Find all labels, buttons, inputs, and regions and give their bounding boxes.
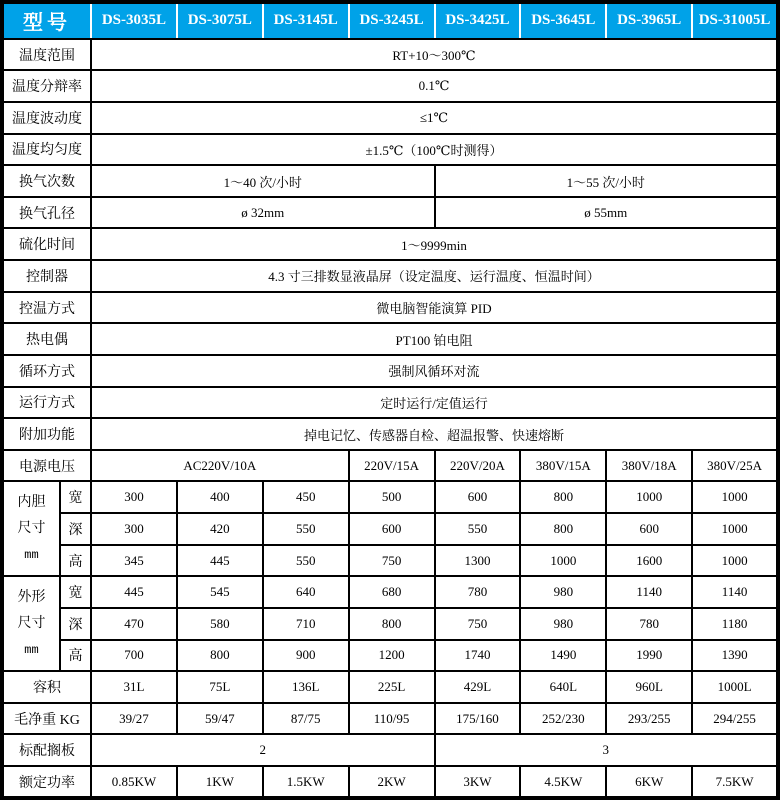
shelves-left-cell: 2 <box>91 734 435 766</box>
row-label: 电源电压 <box>2 450 91 482</box>
weight-cell: 294/255 <box>692 703 778 735</box>
inner-width-cell: 1000 <box>692 481 778 513</box>
row-temp-control-mode <box>2 292 778 324</box>
row-label: 温度分辩率 <box>2 70 91 102</box>
model-column-header: DS-3035L <box>91 2 177 39</box>
row-inner-size-height <box>2 545 778 577</box>
capacity-cell: 960L <box>606 671 692 703</box>
row-value: 微电脑智能演算 PID <box>91 292 778 324</box>
inner-depth-cell: 550 <box>435 513 521 545</box>
row-temp-resolution <box>2 70 778 102</box>
inner-depth-cell: 1000 <box>692 513 778 545</box>
outer-height-cell: 900 <box>263 640 349 672</box>
inner-depth-cell: 600 <box>349 513 435 545</box>
row-label: 温度均匀度 <box>2 134 91 166</box>
row-power-voltage <box>2 450 778 482</box>
row-circulation-mode <box>2 355 778 387</box>
model-column-header: DS-3645L <box>520 2 606 39</box>
inner-height-cell: 1600 <box>606 545 692 577</box>
row-value: 4.3 寸三排数显液晶屏（设定温度、运行温度、恒温时间） <box>91 260 778 292</box>
inner-depth-cell: 420 <box>177 513 263 545</box>
outer-size-label <box>2 576 60 671</box>
row-outer-size-depth <box>2 608 778 640</box>
row-label: 热电偶 <box>2 323 91 355</box>
inner-depth-cell: 550 <box>263 513 349 545</box>
weight-cell: 59/47 <box>177 703 263 735</box>
rated-power-cell: 2KW <box>349 766 435 798</box>
row-additional-functions <box>2 418 778 450</box>
inner-height-cell: 1300 <box>435 545 521 577</box>
capacity-cell: 31L <box>91 671 177 703</box>
dim-sub-label: 深 <box>60 608 91 640</box>
model-column-header: DS-3965L <box>606 2 692 39</box>
inner-depth-cell: 600 <box>606 513 692 545</box>
capacity-cell: 225L <box>349 671 435 703</box>
power-voltage-cell: 380V/15A <box>520 450 606 482</box>
outer-height-cell: 1390 <box>692 640 778 672</box>
row-label: 循环方式 <box>2 355 91 387</box>
outer-depth-cell: 780 <box>606 608 692 640</box>
row-label: 额定功率 <box>2 766 91 798</box>
outer-depth-cell: 800 <box>349 608 435 640</box>
outer-depth-cell: 1180 <box>692 608 778 640</box>
capacity-cell: 640L <box>520 671 606 703</box>
row-vulcanization-time <box>2 228 778 260</box>
row-rated-power <box>2 766 778 798</box>
row-value: 1～9999min <box>91 228 778 260</box>
inner-height-cell: 345 <box>91 545 177 577</box>
outer-height-cell: 1740 <box>435 640 521 672</box>
outer-width-cell: 545 <box>177 576 263 608</box>
outer-height-cell: 800 <box>177 640 263 672</box>
row-value: RT+10～300℃ <box>91 39 778 71</box>
rated-power-cell: 7.5KW <box>692 766 778 798</box>
outer-width-cell: 640 <box>263 576 349 608</box>
row-capacity <box>2 671 778 703</box>
outer-depth-cell: 470 <box>91 608 177 640</box>
row-label: 换气孔径 <box>2 197 91 229</box>
row-value-right: ø 55mm <box>435 197 779 229</box>
inner-size-label-line: 尺寸 <box>17 520 46 536</box>
outer-height-cell: 1490 <box>520 640 606 672</box>
inner-height-cell: 1000 <box>692 545 778 577</box>
row-value: 强制风循环对流 <box>91 355 778 387</box>
row-inner-size-width <box>2 481 778 513</box>
row-label: 附加功能 <box>2 418 91 450</box>
capacity-cell: 1000L <box>692 671 778 703</box>
outer-width-cell: 1140 <box>692 576 778 608</box>
row-value: 0.1℃ <box>91 70 778 102</box>
row-gross-net-weight <box>2 703 778 735</box>
inner-height-cell: 550 <box>263 545 349 577</box>
outer-depth-cell: 580 <box>177 608 263 640</box>
weight-cell: 175/160 <box>435 703 521 735</box>
row-temp-fluctuation <box>2 102 778 134</box>
row-temp-range <box>2 39 778 71</box>
outer-width-cell: 780 <box>435 576 521 608</box>
row-label: 毛净重 KG <box>2 703 91 735</box>
weight-cell: 252/230 <box>520 703 606 735</box>
outer-width-cell: 1140 <box>606 576 692 608</box>
outer-size-unit: mm <box>24 642 39 657</box>
row-value-right: 1～55 次/小时 <box>435 165 779 197</box>
outer-width-cell: 445 <box>91 576 177 608</box>
outer-height-cell: 1990 <box>606 640 692 672</box>
model-header-label: 型号 <box>2 2 91 39</box>
row-label: 运行方式 <box>2 387 91 419</box>
rated-power-cell: 0.85KW <box>91 766 177 798</box>
outer-size-label-line: 外形 <box>17 589 46 605</box>
rated-power-cell: 3KW <box>435 766 521 798</box>
dim-sub-label: 深 <box>60 513 91 545</box>
row-value: ≤1℃ <box>91 102 778 134</box>
row-inner-size-depth <box>2 513 778 545</box>
row-controller <box>2 260 778 292</box>
outer-depth-cell: 750 <box>435 608 521 640</box>
outer-width-cell: 680 <box>349 576 435 608</box>
row-outer-size-height <box>2 640 778 672</box>
row-thermocouple <box>2 323 778 355</box>
dim-sub-label: 宽 <box>60 481 91 513</box>
outer-height-cell: 1200 <box>349 640 435 672</box>
weight-cell: 293/255 <box>606 703 692 735</box>
inner-width-cell: 600 <box>435 481 521 513</box>
inner-width-cell: 300 <box>91 481 177 513</box>
rated-power-cell: 6KW <box>606 766 692 798</box>
rated-power-cell: 4.5KW <box>520 766 606 798</box>
capacity-cell: 75L <box>177 671 263 703</box>
outer-size-label-line: 尺寸 <box>17 615 46 631</box>
power-voltage-cell: AC220V/10A <box>91 450 349 482</box>
rated-power-cell: 1KW <box>177 766 263 798</box>
outer-height-cell: 700 <box>91 640 177 672</box>
capacity-cell: 429L <box>435 671 521 703</box>
inner-width-cell: 1000 <box>606 481 692 513</box>
row-label: 控制器 <box>2 260 91 292</box>
weight-cell: 39/27 <box>91 703 177 735</box>
model-column-header: DS-31005L <box>692 2 778 39</box>
dim-sub-label: 高 <box>60 640 91 672</box>
table-header-row <box>2 2 778 39</box>
row-label: 容积 <box>2 671 91 703</box>
model-column-header: DS-3425L <box>435 2 521 39</box>
row-operation-mode <box>2 387 778 419</box>
row-label: 标配搁板 <box>2 734 91 766</box>
weight-cell: 110/95 <box>349 703 435 735</box>
inner-width-cell: 400 <box>177 481 263 513</box>
inner-width-cell: 500 <box>349 481 435 513</box>
outer-width-cell: 980 <box>520 576 606 608</box>
rated-power-cell: 1.5KW <box>263 766 349 798</box>
inner-size-label <box>2 481 60 576</box>
dim-sub-label: 宽 <box>60 576 91 608</box>
row-temp-uniformity <box>2 134 778 166</box>
power-voltage-cell: 380V/25A <box>692 450 778 482</box>
capacity-cell: 136L <box>263 671 349 703</box>
inner-size-unit: mm <box>24 547 39 562</box>
inner-depth-cell: 800 <box>520 513 606 545</box>
row-label: 换气次数 <box>2 165 91 197</box>
row-value: 定时运行/定值运行 <box>91 387 778 419</box>
row-value: ±1.5℃（100℃时测得） <box>91 134 778 166</box>
inner-size-label-line: 内胆 <box>17 494 46 510</box>
inner-height-cell: 445 <box>177 545 263 577</box>
row-vent-hole-diameter <box>2 197 778 229</box>
weight-cell: 87/75 <box>263 703 349 735</box>
row-air-exchange-rate <box>2 165 778 197</box>
row-value-left: 1～40 次/小时 <box>91 165 435 197</box>
outer-depth-cell: 980 <box>520 608 606 640</box>
inner-width-cell: 800 <box>520 481 606 513</box>
row-label: 温度波动度 <box>2 102 91 134</box>
inner-depth-cell: 300 <box>91 513 177 545</box>
power-voltage-cell: 220V/15A <box>349 450 435 482</box>
model-column-header: DS-3245L <box>349 2 435 39</box>
model-column-header: DS-3145L <box>263 2 349 39</box>
model-column-header: DS-3075L <box>177 2 263 39</box>
inner-width-cell: 450 <box>263 481 349 513</box>
row-label: 硫化时间 <box>2 228 91 260</box>
inner-height-cell: 750 <box>349 545 435 577</box>
row-standard-shelves <box>2 734 778 766</box>
dim-sub-label: 高 <box>60 545 91 577</box>
shelves-right-cell: 3 <box>435 734 779 766</box>
row-label: 控温方式 <box>2 292 91 324</box>
inner-height-cell: 1000 <box>520 545 606 577</box>
row-value: PT100 铂电阻 <box>91 323 778 355</box>
power-voltage-cell: 380V/18A <box>606 450 692 482</box>
row-outer-size-width <box>2 576 778 608</box>
row-label: 温度范围 <box>2 39 91 71</box>
row-value: 掉电记忆、传感器自检、超温报警、快速熔断 <box>91 418 778 450</box>
row-value-left: ø 32mm <box>91 197 435 229</box>
outer-depth-cell: 710 <box>263 608 349 640</box>
power-voltage-cell: 220V/20A <box>435 450 521 482</box>
